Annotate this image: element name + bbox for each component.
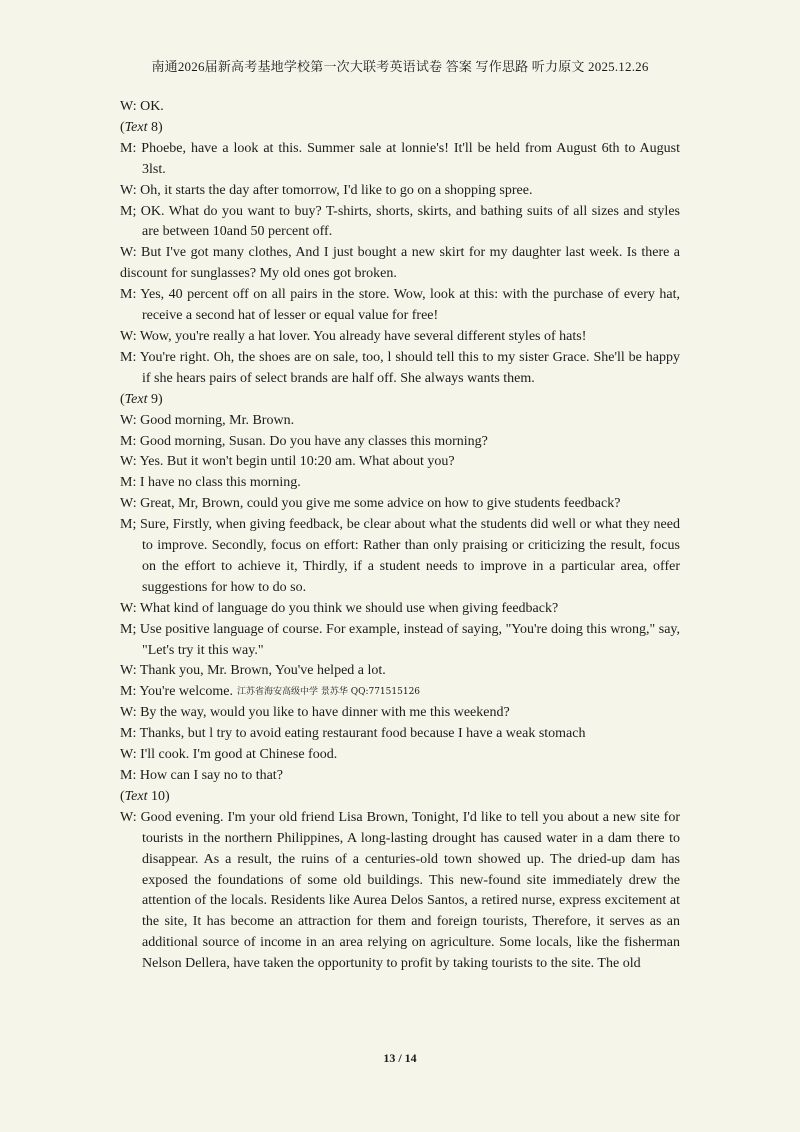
section-open: ( — [120, 391, 125, 407]
dialogue-line: M: I have no class this morning. — [120, 475, 301, 491]
section-label: Text — [124, 391, 148, 407]
section-heading — [120, 118, 680, 139]
dialogue-line: W: Oh, it starts the day after tomorrow, I'd like to go on a shopping spree. — [120, 182, 533, 198]
section-number: 9) — [147, 391, 163, 407]
page-number: 13 / 14 — [383, 1051, 417, 1065]
dialogue-line: W: I'll cook. I'm good at Chinese food. — [120, 747, 338, 763]
section-heading — [120, 390, 680, 411]
author-note: 江苏省海安高级中学 景苏华 QQ:771515126 — [236, 687, 421, 698]
dialogue-line: W: Good morning, Mr. Brown. — [120, 412, 295, 428]
dialogue-text: M: You're welcome. — [120, 684, 233, 700]
dialogue-line: M: Yes, 40 percent off on all pairs in the store. Wow, look at this: with the purchase of every hat, receive a second hat of lesser or equal value for free! — [120, 287, 680, 324]
dialogue-line: M; Sure, Firstly, when giving feedback, be clear about what the students did well or what they need to improve. Secondly, focus on effort: Rather than only praising or criticizing the result, focus on the effort to achieve it, Thirdly, if a student needs to improve in a particular area, offer suggestions for how to do so. — [120, 517, 680, 595]
section-label: Text — [124, 119, 148, 135]
dialogue-line: M: Thanks, but l try to avoid eating restaurant food because I have a weak stomach — [120, 726, 586, 742]
page-header: 南通2026届新高考基地学校第一次大联考英语试卷 答案 写作思路 听力原文 2025.12.26 — [151, 59, 649, 74]
dialogue-line: W: But I've got many clothes, And I just bought a new skirt for my daughter last week. Is there a discount for sunglasses? My old ones got broken. — [120, 245, 680, 282]
dialogue-line: W: By the way, would you like to have dinner with me this weekend? — [120, 705, 510, 721]
dialogue-line: M: You're right. Oh, the shoes are on sale, too, l should tell this to my sister Grace. She'll be happy if she hears pairs of select brands are half off. She always wants them. — [120, 349, 680, 386]
dialogue-line: W: Yes. But it won't begin until 10:20 am. What about you? — [120, 454, 455, 470]
section-heading — [120, 787, 680, 808]
section-open: ( — [120, 119, 125, 135]
section-number: 10) — [147, 788, 170, 804]
document-body — [120, 97, 680, 975]
dialogue-line: M: How can I say no to that? — [120, 768, 283, 783]
dialogue-line: W: Great, Mr, Brown, could you give me some advice on how to give students feedback? — [120, 496, 621, 512]
dialogue-line: M: Good morning, Susan. Do you have any classes this morning? — [120, 433, 488, 449]
dialogue-line: W: Good evening. I'm your old friend Lisa Brown, Tonight, I'd like to tell you about a new site for tourists in the northern Philippines, A long-lasting drought has caused water in a dam there to disappear. As a result, the ruins of a centuries-old town showed up. The dried-up dam has exposed the foundations of some old buildings. This new-found site immediately drew the attention of the locals. Residents like Aurea Delos Santos, a retired nurse, express excitement at the site, It has become an attraction for them and foreign tourists, Therefore, it serves as an additional source of income in an area relying on agriculture. Some locals, like the fisherman Nelson Dellera, have taken the opportunity to profit by taking tourists to the site. The old — [120, 809, 680, 972]
dialogue-line: W: Thank you, Mr. Brown, You've helped a lot. — [120, 663, 386, 679]
dialogue-line: W: Wow, you're really a hat lover. You already have several different styles of hats! — [120, 328, 587, 344]
dialogue-line: M; Use positive language of course. For example, instead of saying, "You're doing this wrong," say, "Let's try it this way." — [120, 621, 680, 658]
dialogue-line — [120, 682, 680, 703]
section-label: Text — [124, 788, 148, 804]
dialogue-line: M: Phoebe, have a look at this. Summer sale at lonnie's! It'll be held from August 6th to August 3lst. — [120, 140, 680, 177]
dialogue-line: M; OK. What do you want to buy? T-shirts, shorts, skirts, and bathing suits of all sizes and styles are between 10and 50 percent off. — [120, 203, 680, 240]
dialogue-line: W: OK. — [120, 99, 164, 114]
dialogue-line: W: What kind of language do you think we should use when giving feedback? — [120, 600, 559, 616]
section-number: 8) — [147, 119, 163, 135]
section-open: ( — [120, 788, 125, 804]
